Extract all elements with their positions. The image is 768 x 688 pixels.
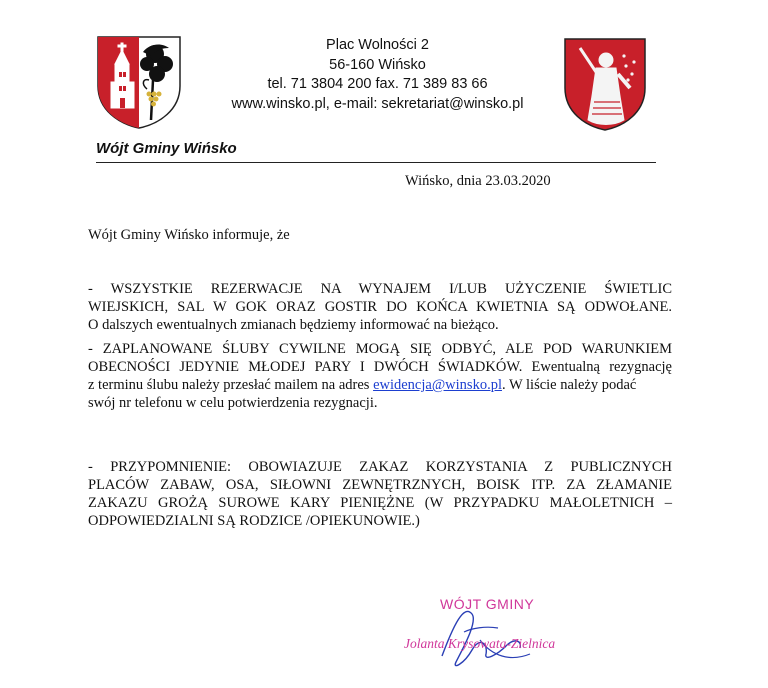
paragraph-line: ZAKAZU GROŻĄ SUROWE KARY PIENIĘŻNE (W PRZYPADKU MAŁOLETNICH –	[88, 495, 672, 511]
header-divider	[96, 162, 656, 163]
stamp-title: WÓJT GMINY	[440, 596, 535, 612]
notice-paragraph-reminder	[88, 458, 672, 530]
paragraph-line: - ZAPLANOWANE ŚLUBY CYWILNE MOGĄ SIĘ ODBYĆ, ALE POD WARUNKIEM	[88, 341, 672, 357]
letterhead	[200, 36, 555, 114]
intro-text: Wójt Gminy Wińsko informuje, że	[88, 227, 290, 243]
email-link[interactable]: ewidencja@winsko.pl	[373, 377, 502, 393]
date-line: Wińsko, dnia 23.03.2020	[405, 173, 551, 189]
paragraph-text: z terminu ślubu należy przesłać mailem na adres	[88, 377, 374, 393]
paragraph-line: - PRZYPOMNIENIE: OBOWIAZUJE ZAKAZ KORZYSTANIA Z PUBLICZNYCH	[88, 459, 672, 475]
paragraph-line	[88, 376, 672, 394]
paragraph-line: O dalszych ewentualnych zmianach będziemy informować na bieżąco.	[88, 317, 499, 333]
phone-fax-line: tel. 71 3804 200 fax. 71 389 83 66	[267, 76, 488, 92]
stamp-name: Jolanta Krysowata-Zielnica	[404, 636, 556, 651]
office-title: Wójt Gminy Wińsko	[96, 140, 237, 157]
gmina-winsko-coat-of-arms-icon	[95, 34, 183, 130]
knight-coat-of-arms-icon	[562, 36, 648, 132]
paragraph-line: OBECNOŚCI JEDYNIE MŁODEJ PARY I DWÓCH ŚWIADKÓW. Ewentualną rezygnację	[88, 359, 672, 375]
paragraph-line: PLACÓW ZABAW, OSA, SIŁOWNI ZEWNĘTRZNYCH, BOISK ITP. ZA ZŁAMANIE	[88, 477, 672, 493]
paragraph-line: - WSZYSTKIE REZERWACJE NA WYNAJEM I/LUB UŻYCZENIE ŚWIETLIC	[88, 281, 672, 297]
paragraph-line: WIEJSKICH, SAL W GOK ORAZ GOSTIR DO KOŃCA KWIETNIA SĄ ODWOŁANE.	[88, 299, 672, 315]
address-line: Plac Wolności 2	[326, 37, 429, 53]
postal-line: 56-160 Wińsko	[329, 56, 426, 73]
paragraph-line: ODPOWIEDZIALNI SĄ RODZICE /OPIEKUNOWIE.)	[88, 513, 420, 529]
web-email-line[interactable]: www.winsko.pl, e-mail: sekretariat@winsko.pl	[231, 95, 524, 112]
notice-paragraph-weddings	[88, 340, 672, 412]
notice-paragraph-reservations	[88, 280, 672, 334]
paragraph-text: . W liście należy podać	[501, 377, 637, 393]
paragraph-line: swój nr telefonu w celu potwierdzenia rezygnacji.	[88, 395, 378, 411]
